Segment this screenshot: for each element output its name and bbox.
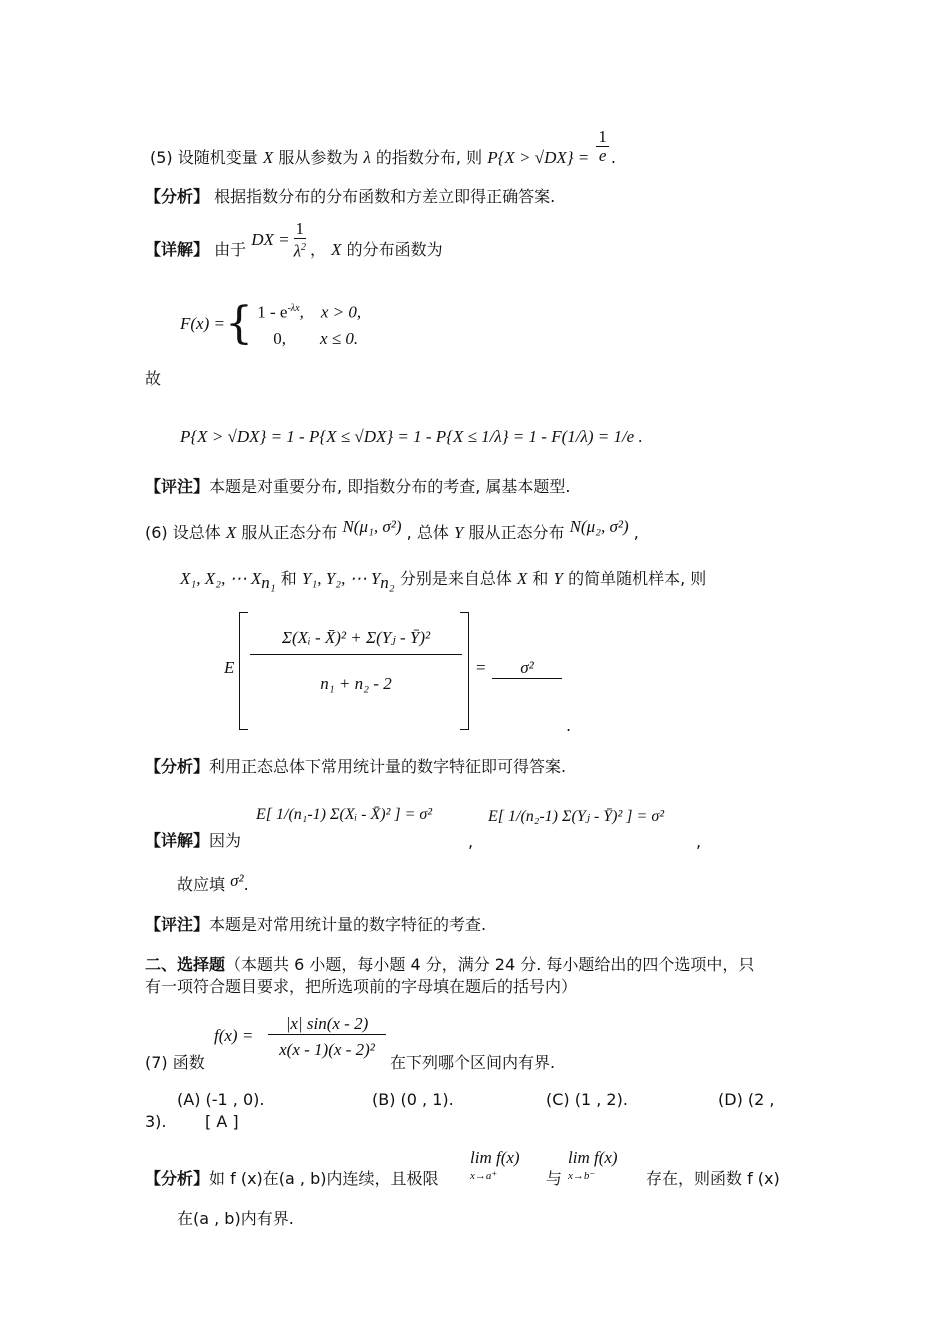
section-desc1: （本题共 6 小题，每小题 4 分，满分 24 分. 每小题给出的四个选项中，只 [225, 955, 755, 974]
comment-tag: 【评注】 [145, 477, 210, 496]
q5-prefix: (5) 设随机变量 [150, 148, 258, 167]
q5-math-lhs: P{X > √DX} = [487, 148, 590, 167]
lim1-expr: lim f(x) [470, 1148, 520, 1167]
left-brace: { [224, 297, 253, 349]
detail-text: 因为 [209, 831, 242, 850]
analysis-t1: 如 f (x)在(a , b)内连续，且极限 [209, 1169, 439, 1188]
analysis-t2: 与 [546, 1169, 563, 1188]
option-a: (A) (-1 , 0). [177, 1090, 265, 1109]
analysis-tag: 【分析】 [145, 1169, 210, 1188]
analysis-tag: 【分析】 [145, 757, 210, 776]
option-d-cont: 3). [145, 1112, 167, 1131]
analysis-text: 根据指数分布的分布函数和方差立即得正确答案. [214, 187, 556, 206]
fill-answer: σ² [230, 871, 244, 890]
formula-denominator: n₁ + n₂ - 2 [320, 674, 392, 693]
var-x: X [225, 523, 237, 542]
comment-tag: 【评注】 [145, 915, 210, 934]
comma: ， [309, 239, 326, 259]
q6-line2: X₁, X₂, ⋯ $X_{n_1}$ 和 Y₁, Y₂, ⋯ $Y_{n_2}$ 分别是来自总体 X 和 Y 的简单随机样本, 则 [180, 569, 707, 593]
var-x: X [262, 148, 274, 167]
q5-chain-formula: P{X > √DX} = 1 - P{X ≤ √DX} = 1 - P{X ≤ 1/λ} = 1 - F(1/λ) = 1/e . [180, 427, 643, 446]
analysis-t3: 存在，则函数 f (x) [646, 1169, 780, 1188]
detail-formula-2: E[ 1/(n₂-1) Σ(Yⱼ - Ȳ)² ] = σ² [488, 808, 665, 825]
q6-b: 服从正态分布 [241, 523, 338, 542]
section-title: 二、选择题 [145, 955, 226, 974]
q7-answer: [ A ] [205, 1112, 239, 1131]
var-y: Y [453, 523, 464, 542]
case2-expr: 0, [273, 328, 286, 348]
F-lhs: F(x) = [180, 313, 225, 333]
q5-ans-num: 1 [598, 127, 607, 146]
samples-x: X₁, X₂, ⋯ X [180, 569, 262, 588]
section2-header [145, 954, 754, 976]
lim1-sub: x→a⁺ [470, 1170, 498, 1182]
q6-answer: σ² [492, 658, 562, 679]
case2-cond: x ≤ 0. [319, 328, 359, 348]
option-b: (B) (0 , 1). [372, 1090, 454, 1109]
var-lambda: λ [363, 148, 371, 167]
comment-text: 本题是对重要分布, 即指数分布的考查, 属基本题型. [209, 477, 571, 496]
q5-t2: 的指数分布, 则 [375, 148, 483, 167]
right-bracket [460, 612, 469, 730]
E-symbol: E [224, 658, 235, 677]
fill-text: 故应填 [177, 875, 226, 894]
chain-formula: P{X > √DX} = 1 - P{X ≤ √DX} = 1 - P{X ≤ 1/λ} = 1 - F(1/λ) = 1/e [180, 427, 635, 446]
func-denominator: x(x - 1)(x - 2)² [279, 1040, 375, 1059]
case1-exp: -λx [287, 303, 300, 314]
and-2: 和 [532, 569, 549, 588]
q5-answer-fraction [596, 128, 609, 165]
q5-t1: 服从参数为 [278, 148, 359, 167]
detail-tag: 【详解】 [145, 239, 210, 259]
q7-suffix: 在下列哪个区间内有界. [390, 1053, 556, 1072]
q6-tail2: 的简单随机样本, 则 [568, 569, 707, 588]
dx-fraction: $\frac{1}{\lambda^2}$ [293, 219, 306, 261]
q6-a: (6) 设总体 [145, 523, 221, 542]
normal-dist-2: N(μ₂, σ²) [569, 517, 629, 536]
analysis-tag: 【分析】 [145, 187, 210, 206]
var-x: X [331, 239, 342, 259]
detail-formula-1: E[ 1/(n₁-1) Σ(Xᵢ - X̄)² ] = σ² [256, 806, 433, 823]
equals: = [476, 658, 486, 677]
piecewise-F [180, 296, 361, 352]
lim2-sub: x→b⁻ [568, 1170, 596, 1182]
q7-prefix: (7) 函数 [145, 1053, 205, 1072]
gu-text: 故 [145, 369, 162, 388]
option-c: (C) (1 , 2). [546, 1090, 628, 1109]
lim2 [568, 1148, 618, 1188]
q7-analysis [145, 1168, 438, 1190]
samples-y: Y₁, Y₂, ⋯ Y [301, 569, 381, 588]
cases: $1 - e^{-\lambda x}$, x > 0, 0, x ≤ 0. [257, 302, 362, 348]
dx-lhs: DX = [251, 229, 290, 249]
section2-desc2: 有一项符合题目要求，把所选项前的字母填在题后的括号内） [145, 977, 578, 996]
normal-dist-1: N(μ₁, σ²) [342, 517, 402, 536]
q6-line1: (6) 设总体 X 服从正态分布 N(μ₁, σ²) , 总体 Y 服从正态分布 N(μ₂, σ²) , [145, 517, 639, 542]
comment-text: 本题是对常用统计量的数字特征的考查. [209, 915, 487, 934]
q6-analysis [145, 756, 566, 778]
func-numerator: |x| sin(x - 2) [268, 1014, 386, 1035]
q6-detail [145, 830, 241, 852]
q6-fill: 故应填 σ². [177, 871, 249, 894]
q6-tail: 分别是来自总体 [399, 569, 512, 588]
q5-line: (5) 设随机变量 X 服从参数为 λ 的指数分布, 则 P{X > √DX} = $\frac{1}{e}$ . [150, 127, 616, 167]
and-1: 和 [280, 569, 297, 588]
left-bracket [239, 612, 248, 730]
analysis-t4: 在(a , b)内有界. [177, 1209, 294, 1228]
lim1 [470, 1148, 520, 1188]
q6-d: 服从正态分布 [468, 523, 565, 542]
case1-expr: 1 - e [257, 302, 288, 322]
q6-c: , 总体 [406, 523, 449, 542]
q5-analysis [145, 186, 555, 208]
option-d: (D) (2 , [718, 1090, 775, 1109]
analysis-text: 利用正态总体下常用统计量的数字特征即可得答案. [209, 757, 567, 776]
func-lhs: f(x) = [214, 1026, 254, 1045]
q5-comment [145, 476, 570, 498]
formula-numerator: Σ(Xᵢ - X̄)² + Σ(Yⱼ - Ȳ)² [250, 628, 462, 655]
detail-tag: 【详解】 [145, 831, 210, 850]
detail-text3: 的分布函数为 [346, 239, 443, 259]
q5-detail-line [145, 219, 443, 271]
q5-ans-den: e [598, 146, 607, 165]
detail-text1: 由于 [214, 239, 247, 259]
lim2-expr: lim f(x) [568, 1148, 618, 1167]
case1-cond: x > 0, [320, 302, 362, 322]
q6-comment [145, 914, 486, 936]
